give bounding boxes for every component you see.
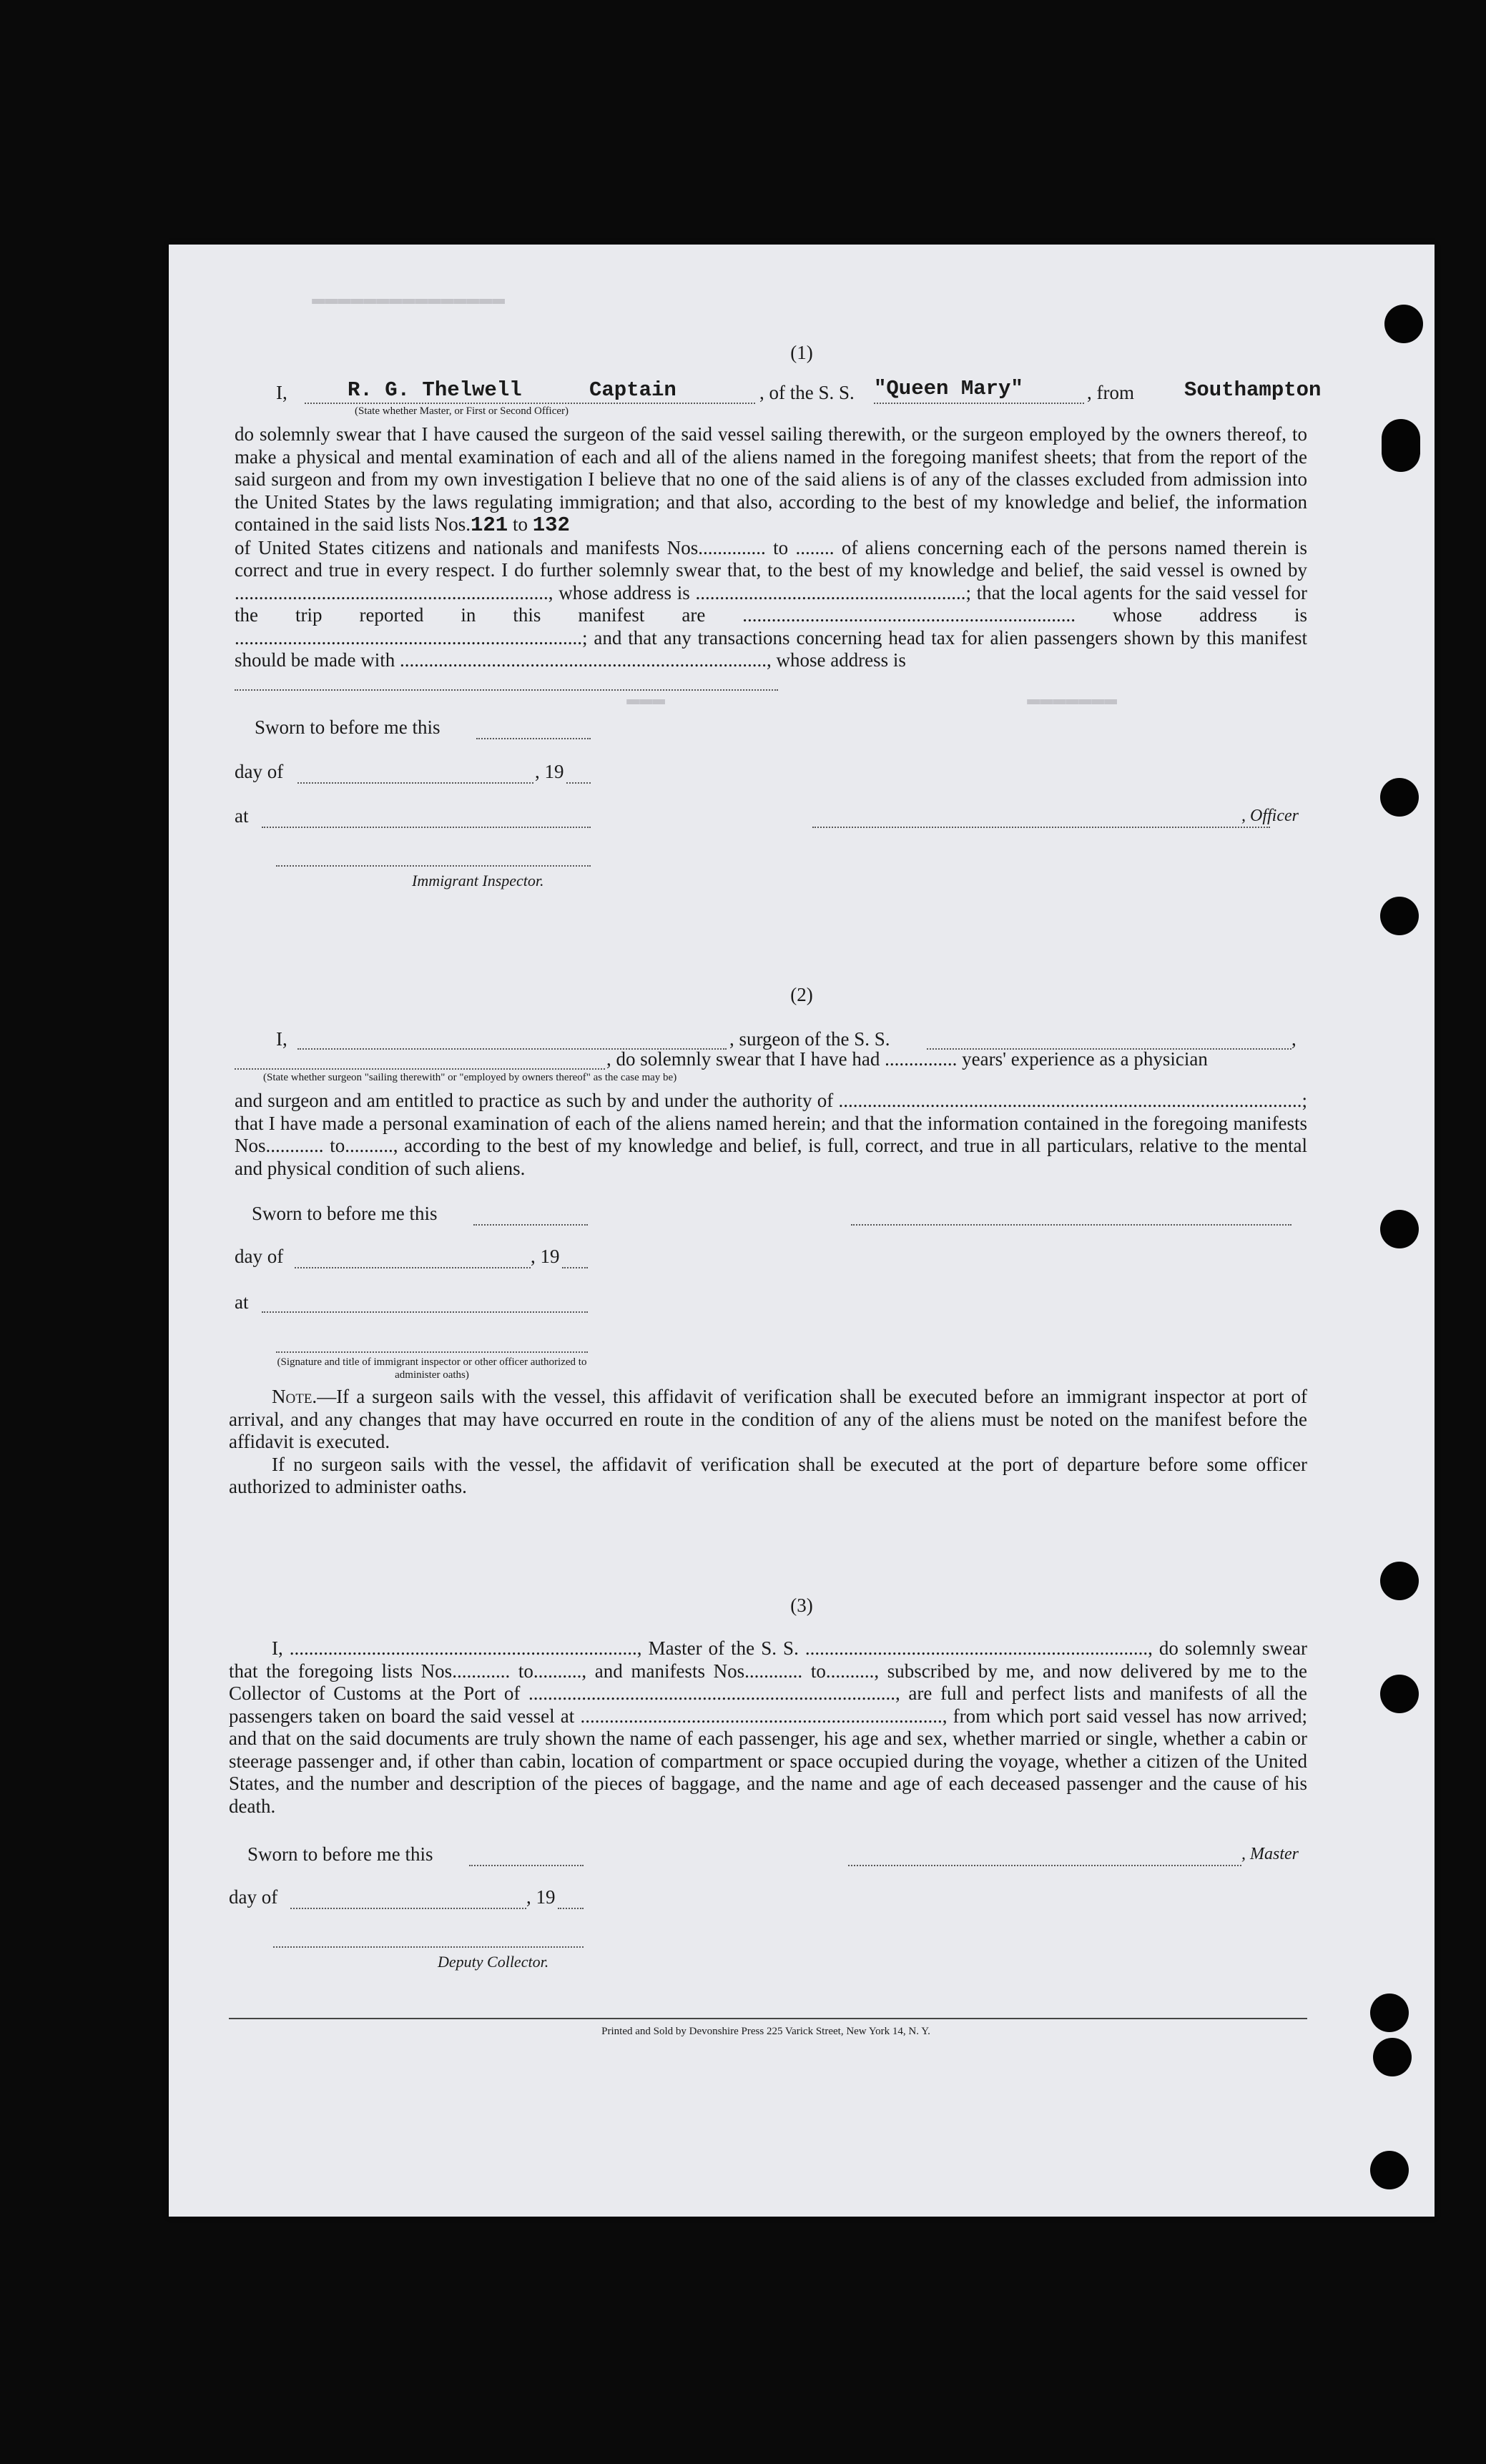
of-ss-label: , of the S. S. bbox=[759, 382, 855, 403]
inspector-label: Immigrant Inspector. bbox=[412, 872, 544, 889]
printer-credit: Printed and Sold by Devonshire Press 225 Varick Street, New York 14, N. Y. bbox=[601, 2026, 930, 2037]
day-of-label: day of bbox=[235, 761, 284, 782]
binder-hole bbox=[1370, 2151, 1409, 2189]
surgeon-comma: , bbox=[1291, 1028, 1296, 1050]
captain-name: R. G. Thelwell bbox=[348, 378, 522, 402]
section-1-oath-text bbox=[235, 423, 1307, 672]
year-label-3: , 19 bbox=[526, 1886, 556, 1908]
from-label: , from bbox=[1087, 382, 1134, 403]
deputy-line bbox=[273, 1946, 584, 1948]
sworn-label-2: Sworn to before me this bbox=[252, 1203, 438, 1224]
year-line-3 bbox=[558, 1908, 584, 1909]
footer-rule bbox=[229, 2018, 1307, 2019]
surgeon-signature-line bbox=[851, 1224, 1291, 1226]
ship-line bbox=[874, 403, 1084, 404]
oath-body: do solemnly swear that I have caused the surgeon of the said vessel sailing therewith, or the surgeon employed by the owners thereof, to make a physical and mental examination of each and all of the aliens named in the foregoing manifest sheets; that from the report of the said surgeon and from my own investigation I believe that no one of the said aliens is of any of the classes excluded from admission into the United States by the laws regulating immigration; and that also, according to the best of my knowledge and belief, the information contained in the said lists Nos. bbox=[235, 423, 1307, 535]
surgeon-of-label: , surgeon of the S. S. bbox=[729, 1028, 890, 1050]
day-of-label-3: day of bbox=[229, 1886, 278, 1908]
year-label-2: , 19 bbox=[531, 1246, 560, 1267]
binder-hole bbox=[1380, 1675, 1419, 1713]
master-label: , Master bbox=[1241, 1845, 1299, 1863]
note-text-2: If no surgeon sails with the vessel, the affidavit of verification shall be executed at the port of departure before some officer authorized to administer oaths. bbox=[229, 1453, 1307, 1497]
section-1-i-label: I, bbox=[276, 382, 287, 403]
officer-line bbox=[812, 827, 1270, 828]
section-2-oath-text bbox=[235, 1090, 1307, 1180]
binder-hole bbox=[1380, 897, 1419, 935]
deputy-label: Deputy Collector. bbox=[438, 1953, 549, 1971]
master-oath-body: I, ........................................................................, Master of the S. S. ......................................................................., do solemnly swear that the foregoing lists Nos............ to.........., and manifests Nos............ to.........., subscribed by me, and now delivered by me to the Collector of Customs at the Port of ............................................................................, are full and perfect lists and manifests of all the passengers taken on board the said vessel at ..........................................................................., from which port said vessel has now arrived; and that on the said documents are truly shown the name of each passenger, his age and sex, whether married or single, whether a cabin or steerage passenger and, if other than cabin, location of compartment or space occupied during the voyage, whether a citizen of the United States, and the number and description of the pieces of baggage, and the name and age of each deceased passenger and the cause of his death. bbox=[229, 1637, 1307, 1817]
section-3-oath-text bbox=[229, 1637, 1307, 1818]
day-line bbox=[297, 782, 533, 784]
section-3-number: (3) bbox=[790, 1595, 813, 1616]
year-label: , 19 bbox=[535, 761, 564, 782]
note-text-1: —If a surgeon sails with the vessel, this affidavit of verification shall be executed before an immigrant inspector at port of arrival, and any changes that may have occurred en route in the condition of any of the aliens must be noted on the manifest before the affidavit is executed. bbox=[229, 1386, 1307, 1452]
sworn-line bbox=[476, 738, 591, 739]
list-number-to: 132 bbox=[532, 513, 570, 537]
inspector-line bbox=[276, 865, 591, 867]
master-signature-line bbox=[848, 1865, 1241, 1866]
sworn-line-3 bbox=[469, 1865, 584, 1866]
list-number-from: 121 bbox=[470, 513, 508, 537]
year-line-2 bbox=[562, 1267, 588, 1268]
rank-note: (State whether Master, or First or Second Officer) bbox=[355, 405, 569, 417]
day-line-3 bbox=[290, 1908, 526, 1909]
officer-label: , Officer bbox=[1241, 807, 1299, 825]
binder-hole bbox=[1380, 778, 1419, 817]
year-line bbox=[566, 782, 591, 784]
surgeon-oath-body: and surgeon and am entitled to practice as such by and under the authority of ................................................................................................; that I have made a personal examination of each of the aliens named herein; and that the information contained in the foregoing manifests Nos............ to.........., according to the best of my knowledge and belief, is full, correct, and true in all particulars, relative to the mental and physical condition of such aliens. bbox=[235, 1090, 1307, 1179]
surgeon-note-block bbox=[229, 1386, 1307, 1499]
oath-body-continued: of United States citizens and nationals and manifests Nos.............. to ........ of aliens concerning each of the persons named therein is correct and true in every respect. I do further solemnly swear that, to the best of my knowledge and belief, the said vessel is owned by ................................................................., whose address is ........................................................; that the local agents for the said vessel for the trip reported in this manifest are ..................................................................... whose address is ........................................................................; and that any transactions concerning head tax for alien passengers shown by this manifest should be made with ............................................................................, whose address is bbox=[235, 536, 1307, 671]
to-word: to bbox=[512, 513, 528, 535]
section-1-number: (1) bbox=[790, 342, 813, 363]
binder-hole bbox=[1380, 1210, 1419, 1248]
departure-port: Southampton bbox=[1184, 378, 1322, 402]
sworn-label: Sworn to before me this bbox=[255, 716, 441, 738]
day-line-2 bbox=[295, 1267, 531, 1268]
at-line-2 bbox=[262, 1311, 588, 1313]
surgeon-note: (State whether surgeon "sailing therewith" or "employed by owners thereof" as the case may be) bbox=[263, 1072, 677, 1083]
at-label-2: at bbox=[235, 1291, 249, 1313]
blank-line bbox=[235, 689, 778, 691]
sworn-line-2 bbox=[473, 1224, 588, 1226]
captain-rank: Captain bbox=[589, 378, 676, 402]
name-line bbox=[305, 403, 755, 404]
section-2-i-label: I, bbox=[276, 1028, 287, 1050]
binder-hole bbox=[1373, 2038, 1412, 2076]
ship-name: "Queen Mary" bbox=[874, 377, 1023, 400]
surgeon-type-line bbox=[235, 1068, 605, 1070]
at-line bbox=[262, 827, 591, 828]
at-label: at bbox=[235, 805, 249, 827]
experience-line: , do solemnly swear that I have had ............... years' experience as a physician bbox=[606, 1048, 1208, 1070]
bleed-through-mark: ▬▬▬ bbox=[626, 688, 666, 712]
note-label: Note. bbox=[272, 1386, 318, 1407]
binder-hole bbox=[1370, 1994, 1409, 2032]
signature-note: (Signature and title of immigrant inspector or other officer authorized to administer oaths) bbox=[277, 1356, 587, 1381]
binder-hole bbox=[1384, 305, 1423, 343]
section-2-number: (2) bbox=[790, 984, 813, 1005]
bleed-through-mark: ▬▬▬▬▬▬▬ bbox=[1027, 688, 1118, 712]
sworn-label-3: Sworn to before me this bbox=[247, 1843, 433, 1865]
day-of-label-2: day of bbox=[235, 1246, 284, 1267]
bleed-through-mark: ▬▬▬▬▬▬▬▬▬▬▬▬▬▬▬ bbox=[312, 287, 506, 312]
binder-hole bbox=[1382, 419, 1420, 472]
inspector-line-2 bbox=[276, 1351, 588, 1353]
manifest-page bbox=[169, 245, 1435, 2217]
